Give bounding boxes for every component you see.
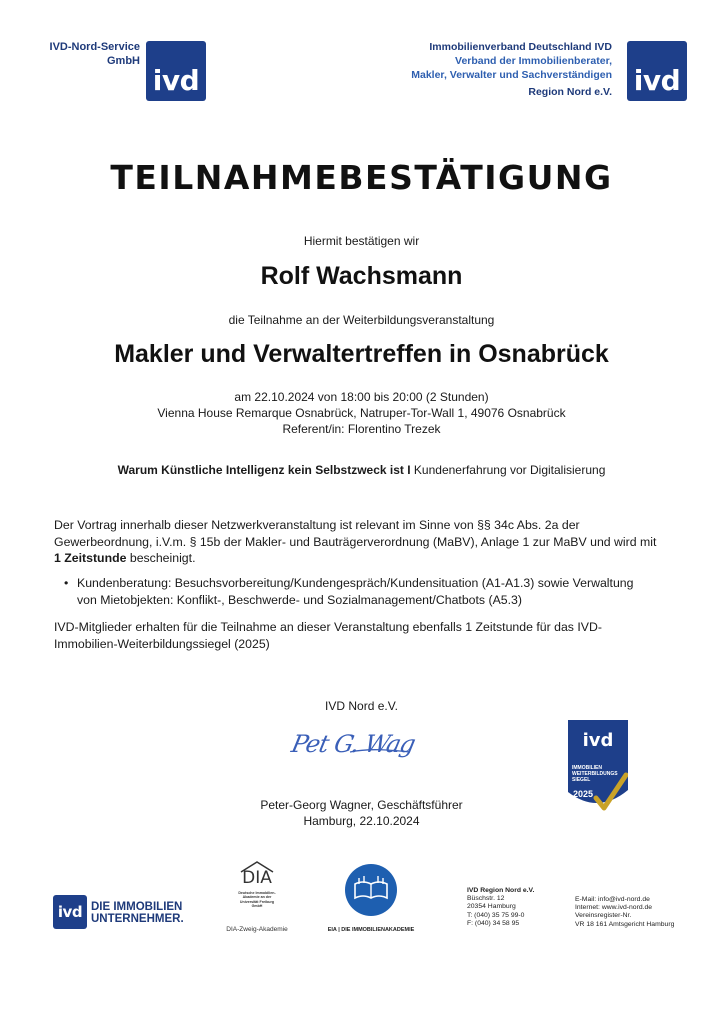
ivd-logo-text: ivd — [152, 64, 200, 97]
seal-line2: WEITERBILDUNGS — [572, 771, 618, 777]
footer-ivd-badge — [53, 895, 87, 929]
participant-name: Rolf Wachsmann — [260, 262, 463, 290]
footer-contact-line: Internet: www.ivd-nord.de — [575, 904, 653, 912]
ivd-logo-right — [627, 41, 687, 101]
event-details — [0, 389, 723, 437]
dia-small-text: Deutsche Immobilien-Akademie an der Universität Freiburg GmbH — [238, 891, 276, 909]
right-org-region: Region Nord e.V. — [528, 86, 612, 98]
signer-place-date: Hamburg, 22.10.2024 — [303, 814, 420, 828]
seal-logo-text: ivd — [582, 730, 614, 751]
seal-line1: IMMOBILIEN — [572, 765, 602, 771]
event-venue: Vienna House Remarque Osnabrück, Natruper-Tor-Wall 1, 49076 Osnabrück — [157, 406, 566, 420]
participation-line: die Teilnahme an der Weiterbildungsveranstaltung — [228, 313, 495, 327]
eia-logo — [318, 862, 424, 938]
list-item — [64, 575, 644, 608]
right-org-title: Immobilienverband Deutschland IVD — [429, 41, 612, 53]
footer-contact-line: E-Mail: info@ivd-nord.de — [575, 896, 650, 903]
right-org-sub2: Makler, Verwalter und Sachverständigen — [411, 69, 612, 81]
footer-ivd-tag2: UNTERNEHMER. — [91, 913, 184, 925]
footer-ivd-logo — [53, 893, 189, 931]
right-org-sub1: Verband der Immobilienberater, — [455, 55, 612, 67]
event-speaker: Referent/in: Florentino Trezek — [282, 422, 441, 436]
signer-name: Peter-Georg Wagner, Geschäftsführer — [260, 798, 463, 812]
bullet-list — [64, 575, 644, 608]
dia-logo — [215, 860, 299, 938]
left-org-line1: IVD-Nord-Service — [49, 41, 140, 53]
signature-stroke — [290, 728, 420, 774]
footer-address — [467, 887, 557, 928]
relevance-hours: 1 Zeitstunde — [54, 551, 127, 565]
footer-contact — [575, 896, 701, 929]
footer-address-line: 20354 Hamburg — [467, 903, 516, 911]
footer-ivd-text: ivd — [57, 903, 83, 921]
relevance-text-2: bescheinigt. — [126, 551, 196, 565]
seal-year: 2025 — [573, 789, 594, 799]
signature-image — [290, 728, 420, 774]
ivd-weiterbildungssiegel — [568, 720, 628, 815]
footer-address-line: T: (040) 35 75 99-0 — [467, 911, 525, 919]
talk-topic — [0, 462, 723, 478]
signature-script: Pet G. Wag — [289, 730, 418, 758]
ivd-logo-text: ivd — [633, 64, 681, 97]
signature-org: IVD Nord e.V. — [325, 699, 398, 713]
relevance-paragraph — [54, 517, 659, 567]
footer-address-line: IVD Region Nord e.V. — [467, 887, 535, 894]
intro-text: Hiermit bestätigen wir — [303, 234, 420, 248]
event-title: Makler und Verwaltertreffen in Osnabrück — [114, 340, 609, 368]
seal-caption — [572, 765, 624, 783]
dia-logo-text: DIA — [242, 868, 272, 888]
members-note: IVD-Mitglieder erhalten für die Teilnahme an dieser Veranstaltung ebenfalls 1 Zeitstunde für das IVD-Immobilien-Weiterbildungssiegel (2025) — [54, 620, 602, 651]
bullet-icon: • — [64, 576, 69, 590]
relevance-text-1: Der Vortrag innerhalb dieser Netzwerkveranstaltung ist relevant im Sinne von §§ 34c Abs. 2a der Gewerbeordnung, i.V.m. § 15b der Makler- und Bauträgerverordnung (MaBV), Anlage 1 zur MaBV und wird mit — [54, 518, 657, 549]
seal-line3: SIEGEL — [572, 777, 591, 783]
footer-address-line: Büschstr. 12 — [467, 895, 505, 903]
event-date: am 22.10.2024 von 18:00 bis 20:00 (2 Stunden) — [234, 390, 489, 404]
talk-topic-bold: Warum Künstliche Intelligenz kein Selbstzweck ist I — [117, 463, 411, 477]
ivd-logo-left — [146, 41, 206, 101]
left-org-line2: GmbH — [107, 55, 140, 67]
footer-contact-line: Vereinsregister-Nr. — [575, 912, 632, 920]
right-org-block — [360, 40, 612, 99]
certificate-title: TEILNAHMEBESTÄTIGUNG — [110, 158, 613, 197]
footer-contact-line: VR 18 161 Amtsgericht Hamburg — [575, 920, 675, 928]
footer-ivd-tagline — [91, 901, 184, 925]
talk-topic-rest: Kundenerfahrung vor Digitalisierung — [410, 463, 606, 477]
eia-caption: EIA | DIE IMMOBILIENAKADEMIE — [327, 927, 415, 933]
footer-address-line: F: (040) 34 58 95 — [467, 919, 520, 927]
footer-ivd-tag1: DIE IMMOBILIEN — [91, 901, 183, 913]
eia-book-icon — [318, 862, 424, 924]
bullet-text: Kundenberatung: Besuchsvorbereitung/Kundengespräch/Kundensituation (A1-A1.3) sowie Verwaltung von Mietobjekten: Konflikt-, Beschwerde- und Sozialmanagement/Chatbots (A5.3) — [77, 576, 634, 607]
left-org-name — [28, 40, 140, 68]
dia-caption: DIA-Zweig-Akademie — [226, 926, 288, 933]
